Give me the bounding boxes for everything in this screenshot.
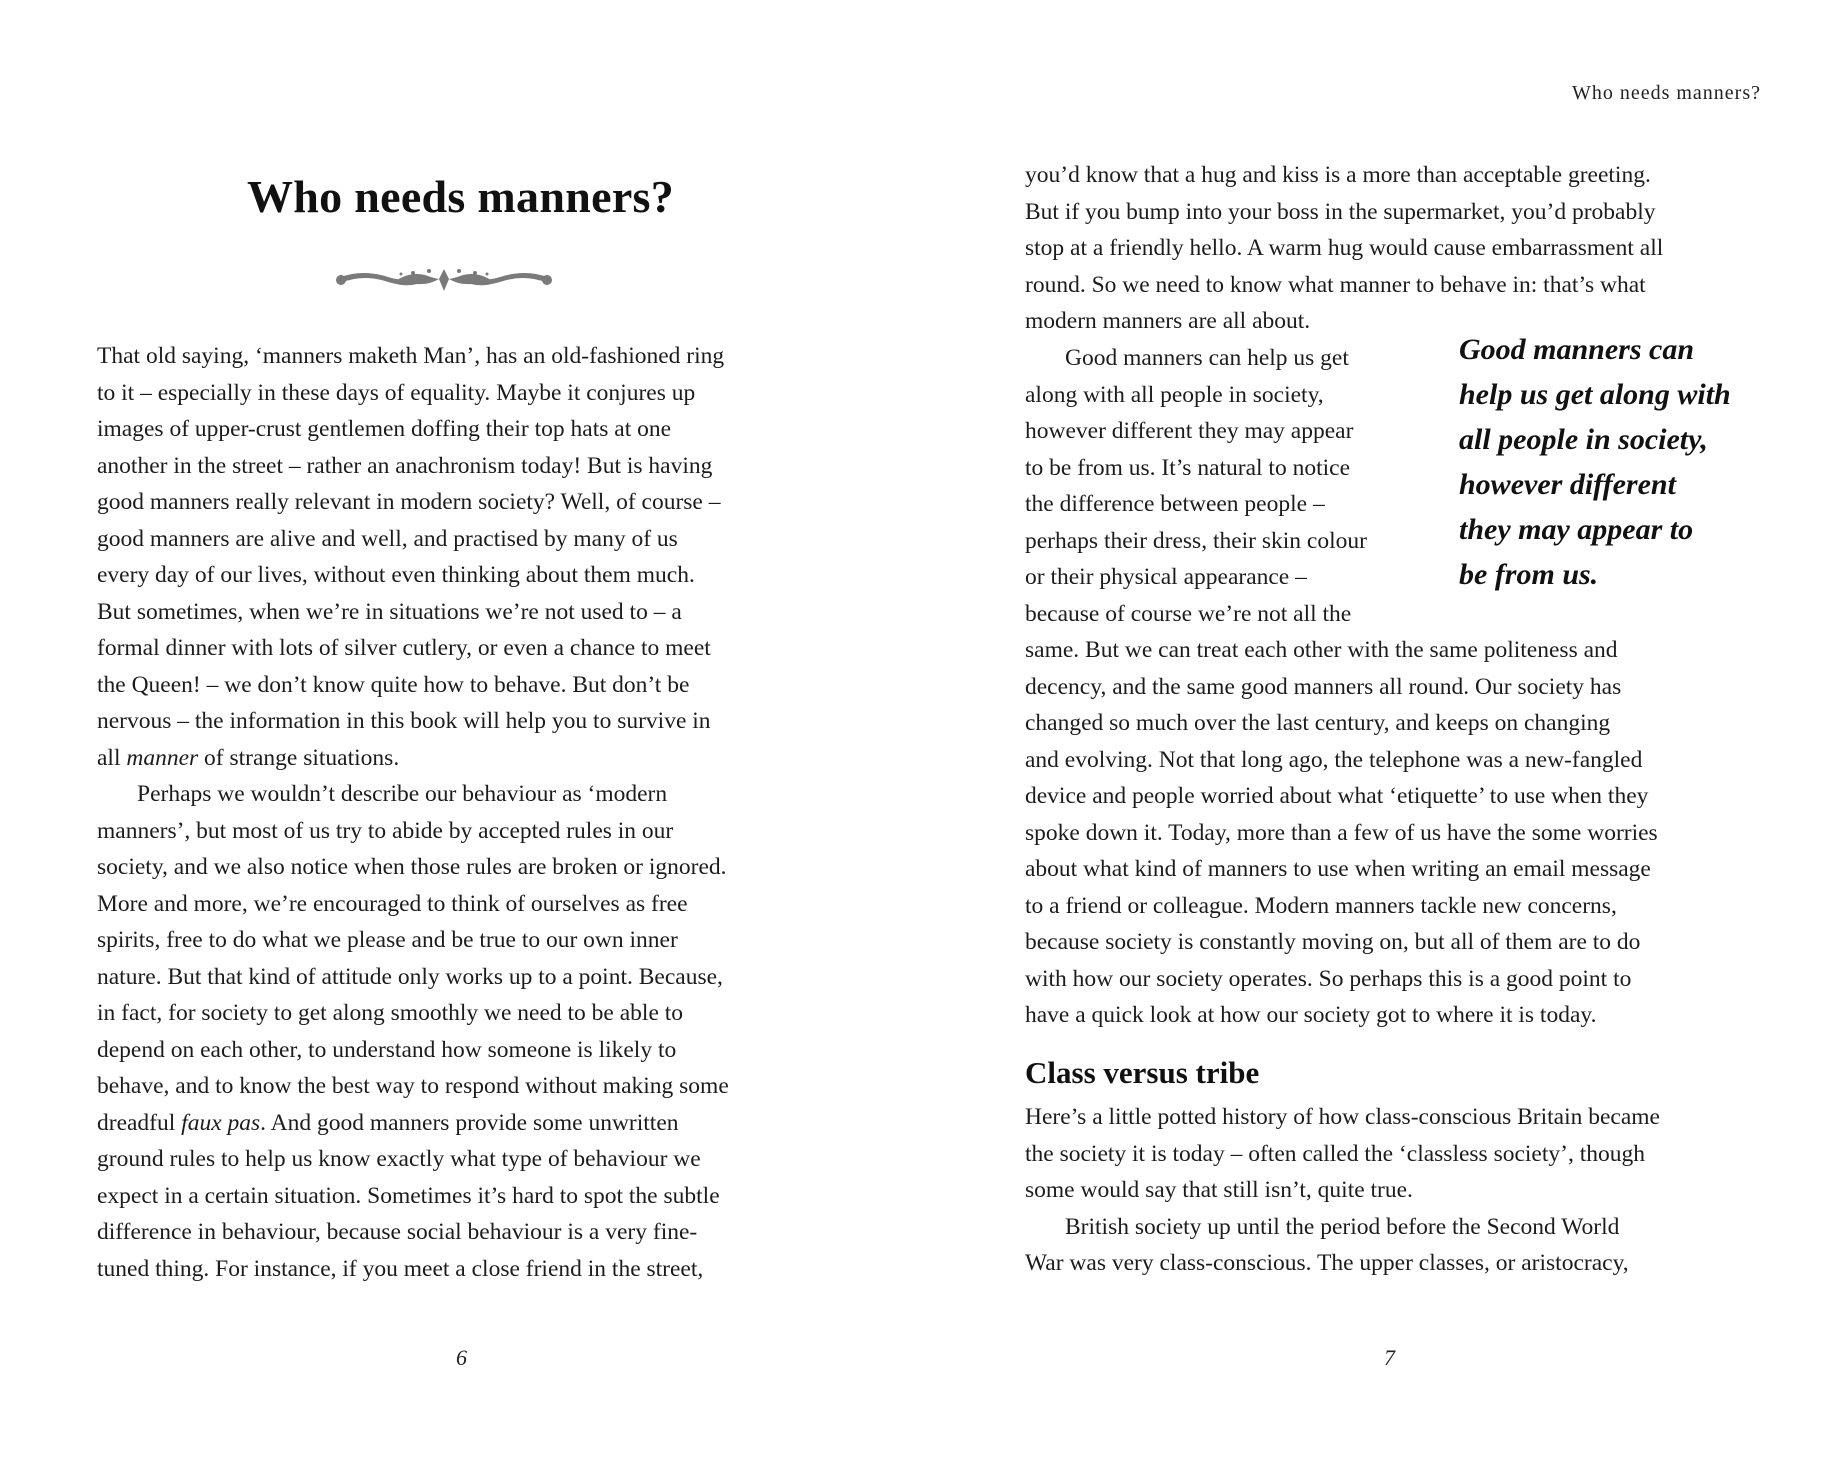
section-heading: Class versus tribe xyxy=(1025,1055,1260,1090)
right-body-text-wrapped xyxy=(1025,340,1445,632)
chapter-title: Who needs manners? xyxy=(246,171,675,222)
text-line: to it – especially in these days of equality. Maybe it conjures up xyxy=(97,379,696,406)
text-line: with how our society operates. So perhaps this is a good point to xyxy=(1025,965,1632,992)
text-line: spirits, free to do what we please and be true to our own inner xyxy=(97,927,678,953)
right-body-text-top xyxy=(1025,157,1765,340)
text-line: behave, and to know the best way to respond without making some xyxy=(97,1073,729,1099)
text-line: because of course we’re not all the xyxy=(1025,600,1352,627)
text-line: But sometimes, when we’re in situations we’re not used to – a xyxy=(97,598,682,625)
text-line: nature. But that kind of attitude only works up to a point. Because, xyxy=(97,963,723,990)
italic-term: faux pas xyxy=(181,1109,261,1136)
page-number: 6 xyxy=(456,1345,467,1370)
text-line: every day of our lives, without even thinking about them much. xyxy=(97,562,695,588)
text-line: perhaps their dress, their skin colour xyxy=(1025,527,1367,554)
text-line: Perhaps we wouldn’t describe our behaviour as ‘modern xyxy=(137,781,668,807)
text-line: images of upper-crust gentlemen doffing their top hats at one xyxy=(97,416,672,442)
text-line: society, and we also notice when those rules are broken or ignored. xyxy=(97,854,727,880)
text-line: the society it is today – often called the ‘classless society’, though xyxy=(1025,1140,1645,1167)
text-line: device and people worried about what ‘etiquette’ to use when they xyxy=(1025,783,1649,809)
right-page xyxy=(921,0,1843,1457)
text-line: about what kind of manners to use when writing an email message xyxy=(1025,856,1651,882)
pull-quote xyxy=(1459,327,1779,597)
text-line: changed so much over the last century, and keeps on changing xyxy=(1025,710,1611,736)
text-line: you’d know that a hug and kiss is a more than acceptable greeting. xyxy=(1025,162,1651,188)
text-line: because society is constantly moving on, but all of them are to do xyxy=(1025,929,1641,955)
pull-quote-line: they may appear to xyxy=(1459,513,1694,546)
pull-quote-line: all people in society, xyxy=(1459,423,1708,456)
text-line: same. But we can treat each other with the same politeness and xyxy=(1025,637,1618,663)
text-line: to a friend or colleague. Modern manners tackle new concerns, xyxy=(1025,892,1617,919)
text-line: Good manners can help us get xyxy=(1065,345,1349,371)
decorative-flourish-icon xyxy=(333,265,555,295)
text-line: But if you bump into your boss in the supermarket, you’d probably xyxy=(1025,198,1656,225)
text-line: the difference between people – xyxy=(1025,491,1325,517)
text-line: formal dinner with lots of silver cutlery, or even a chance to meet xyxy=(97,635,711,661)
page-number: 7 xyxy=(1384,1345,1395,1370)
pull-quote-line: however different xyxy=(1459,468,1676,501)
section-body-text xyxy=(1025,1099,1765,1282)
italic-term: manner xyxy=(126,744,199,771)
text-line: decency, and the same good manners all round. Our society has xyxy=(1025,673,1622,700)
text-line: and evolving. Not that long ago, the telephone was a new-fangled xyxy=(1025,746,1643,773)
running-head: Who needs manners? xyxy=(1571,82,1761,104)
text-line: modern manners are all about. xyxy=(1025,308,1311,334)
text-line: another in the street – rather an anachronism today! But is having xyxy=(97,452,713,479)
text-line: depend on each other, to understand how someone is likely to xyxy=(97,1036,677,1063)
text-line: the Queen! – we don’t know quite how to behave. But don’t be xyxy=(97,671,690,698)
text-line xyxy=(97,740,837,777)
text-line: along with all people in society, xyxy=(1025,381,1324,408)
text-line: good manners are alive and well, and practised by many of us xyxy=(97,525,678,552)
pull-quote-line: help us get along with xyxy=(1459,378,1731,411)
text-line: British society up until the period before the Second World xyxy=(1065,1213,1620,1240)
left-page xyxy=(0,0,921,1457)
text-run: . And good manners provide some unwritten xyxy=(260,1109,679,1136)
text-line: round. So we need to know what manner to behave in: that’s what xyxy=(1025,271,1646,298)
text-line: More and more, we’re encouraged to think of ourselves as free xyxy=(97,890,688,917)
text-line: spoke down it. Today, more than a few of us have the some worries xyxy=(1025,819,1658,846)
text-line: Here’s a little potted history of how class-conscious Britain became xyxy=(1025,1104,1660,1130)
text-line: nervous – the information in this book will help you to survive in xyxy=(97,708,711,734)
text-line: have a quick look at how our society got to where it is today. xyxy=(1025,1002,1597,1028)
text-line: some would say that still isn’t, quite true. xyxy=(1025,1177,1413,1203)
text-run: of strange situations. xyxy=(198,744,400,771)
text-line: stop at a friendly hello. A warm hug would cause embarrassment all xyxy=(1025,235,1664,261)
text-line: in fact, for society to get along smoothly we need to be able to xyxy=(97,1000,684,1026)
text-line: ground rules to help us know exactly what type of behaviour we xyxy=(97,1146,701,1172)
text-line: expect in a certain situation. Sometimes it’s hard to spot the subtle xyxy=(97,1182,720,1209)
text-line: difference in behaviour, because social behaviour is a very fine- xyxy=(97,1219,698,1245)
text-line: however different they may appear xyxy=(1025,418,1354,444)
text-line: or their physical appearance – xyxy=(1025,564,1307,590)
text-line: That old saying, ‘manners maketh Man’, has an old-fashioned ring xyxy=(97,343,725,369)
text-line xyxy=(97,1105,837,1142)
text-run: all xyxy=(97,744,127,771)
right-body-text-bottom xyxy=(1025,632,1765,1034)
text-line: to be from us. It’s natural to notice xyxy=(1025,454,1351,481)
text-line: manners’, but most of us try to abide by accepted rules in our xyxy=(97,817,674,844)
text-line: tuned thing. For instance, if you meet a close friend in the street, xyxy=(97,1255,704,1282)
pull-quote-line: be from us. xyxy=(1459,558,1599,591)
text-line: good manners really relevant in modern society? Well, of course – xyxy=(97,489,721,515)
pull-quote-line: Good manners can xyxy=(1459,333,1695,366)
left-body-text xyxy=(97,338,837,1287)
text-run: dreadful xyxy=(97,1109,182,1136)
text-line: War was very class-conscious. The upper classes, or aristocracy, xyxy=(1025,1250,1629,1276)
